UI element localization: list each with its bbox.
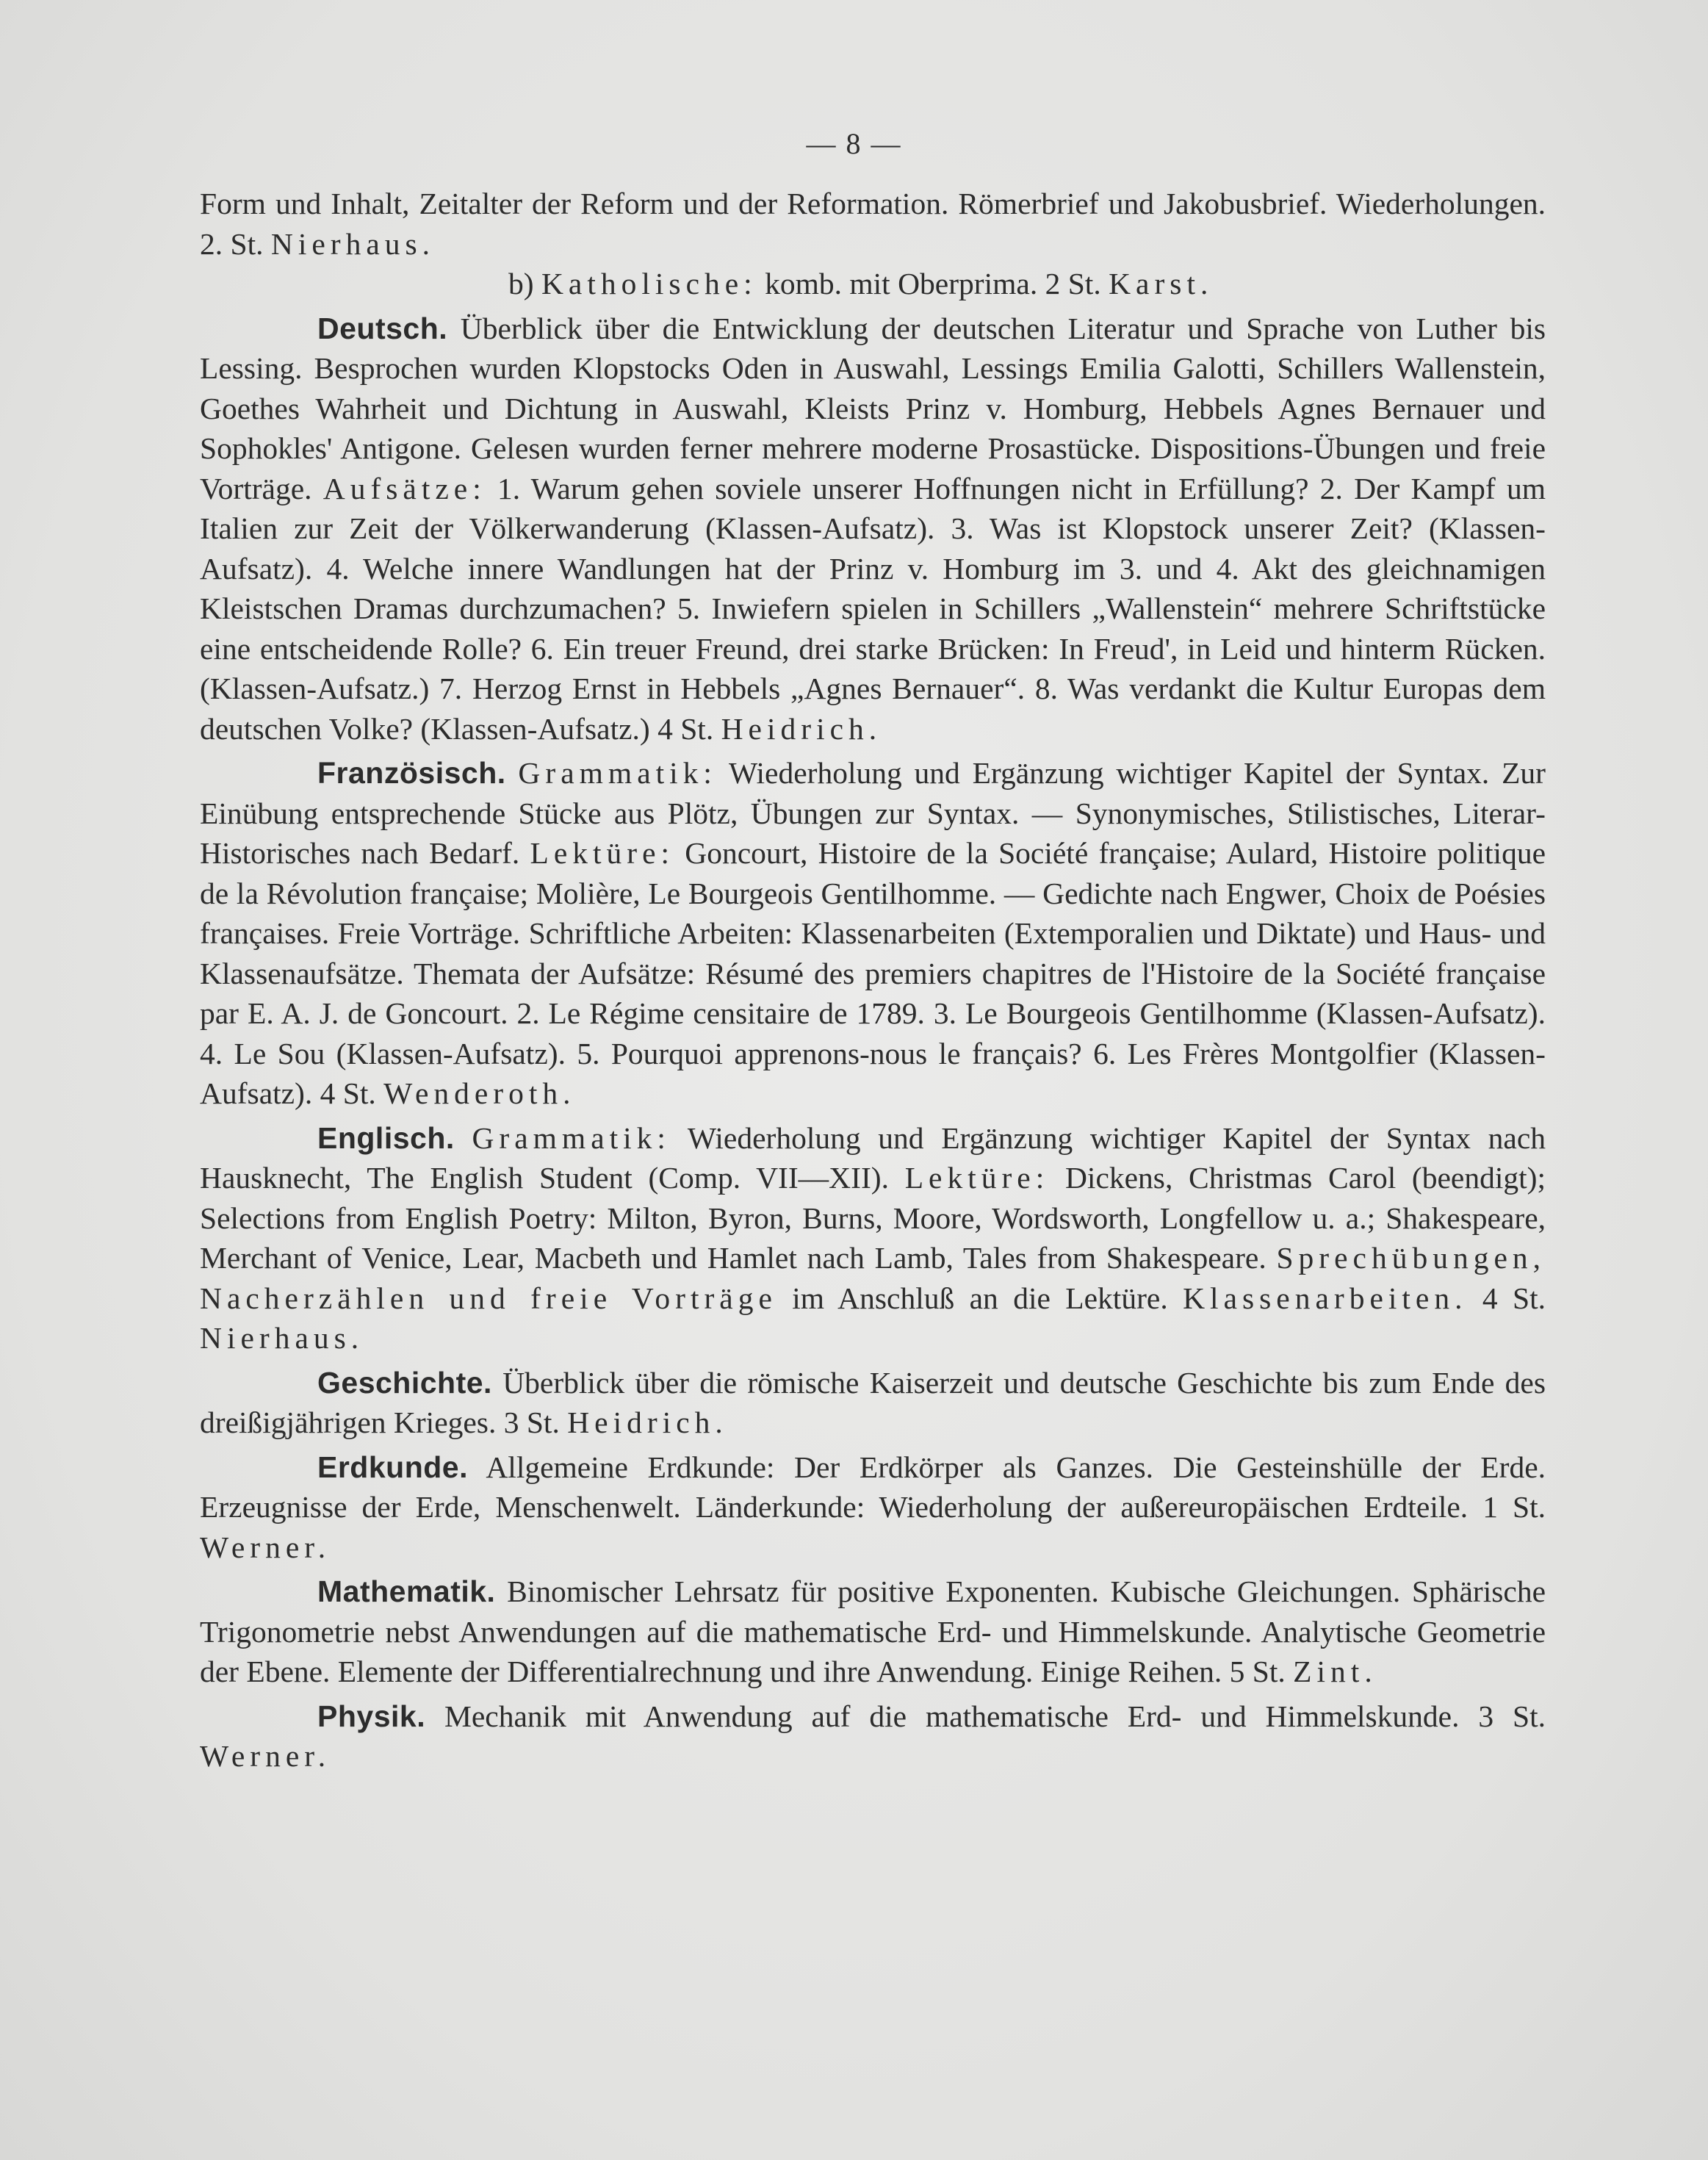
mathematik-heading: Mathematik. (317, 1574, 496, 1608)
section-geschichte (200, 1363, 1546, 1443)
religion-text: Form und Inhalt, Zeitalter der Reform und der Reformation. Römerbrief und Jakobusbrief. Wiederholungen. 2. St. (200, 187, 1546, 261)
englisch-text-1: Wiederholung und Ergänzung wichtiger Kapitel der Syntax nach Hausknecht, The English Student (Comp. VII—XII). (200, 1120, 1546, 1195)
section-deutsch (200, 309, 1546, 749)
englisch-grammatik-label: Grammatik: (472, 1120, 671, 1155)
erdkunde-heading: Erdkunde. (317, 1450, 468, 1484)
deutsch-aufsaetze-label: Aufsätze: (322, 471, 486, 505)
religion-catholic (200, 264, 1546, 304)
geschichte-teacher: Heidrich. (567, 1405, 728, 1439)
deutsch-text-2: 1. Warum gehen soviele unserer Hoffnungen nicht in Erfüllung? 2. Der Kampf um Italien zur Zeit der Völkerwanderung (Klassen-Aufsatz). 3. Was ist Klopstock unserer Zeit? (Klassen-Aufsatz). 4. Welche innere Wandlungen hat der Prinz v. Homburg im 3. und 4. Akt des gleichnamigen Kleistschen Dramas durchzumachen? 5. Inwiefern spielen in Schillers „Wallenstein“ mehrere Schriftstücke eine entscheidende Rolle? 6. Ein treuer Freund, drei starke Brücken: In Freud', in Leid und hinterm Rücken. (Klassen-Aufsatz.) 7. Herzog Ernst in Hebbels „Agnes Bernauer“. 8. Was verdankt die Kultur Europas dem deutschen Volke? (Klassen-Aufsatz.) 4 St. (200, 471, 1546, 746)
geschichte-heading: Geschichte. (317, 1365, 492, 1400)
mathematik-teacher: Zint. (1293, 1655, 1377, 1688)
franzoesisch-text-1: Wiederholung und Ergänzung wichtiger Kapitel der Syntax. Zur Einübung entsprechende Stücke aus Plötz, Übungen zur Syntax. — Synonymisches, Stilistisches, Literar-Historisches nach Bedarf. (200, 756, 1546, 870)
section-physik (200, 1696, 1546, 1776)
franzoesisch-heading: Französisch. (317, 756, 506, 790)
englisch-text-4: 4 St. (1467, 1281, 1546, 1315)
physik-text: Mechanik mit Anwendung auf die mathematische Erd- und Himmelskunde. 3 St. (425, 1699, 1546, 1733)
franzoesisch-text-2: Goncourt, Histoire de la Société française; Aulard, Histoire politique de la Révolution française; Molière, Le Bourgeois Gentilhomme. — Gedichte nach Engwer, Choix de Poésies françaises. Freie Vorträge. Schriftliche Arbeiten: Klassenarbeiten (Extemporalien und Diktate) und Haus- und Klassenaufsätze. Themata der Aufsätze: Résumé des premiers chapitres de l'Histoire de la Société française par E. A. J. de Goncourt. 2. Le Régime censitaire de 1789. 3. Le Bourgeois Gentilhomme (Klassen-Aufsatz). 4. Le Sou (Klassen-Aufsatz). 5. Pourquoi apprenons-nous le français? 6. Les Frères Montgolfier (Klassen-Aufsatz). 4 St. (200, 836, 1546, 1110)
section-franzoesisch (200, 753, 1546, 1114)
franzoesisch-lektuere-label: Lektüre: (530, 836, 675, 870)
mathematik-text: Binomischer Lehrsatz für positive Exponenten. Kubische Gleichungen. Sphärische Trigonometrie nebst Anwendungen auf die mathematische Erd- und Himmelskunde. Analytische Geometrie der Ebene. Elemente der Differentialrechnung und ihre Anwendung. Einige Reihen. 5 St. (200, 1574, 1546, 1688)
englisch-heading: Englisch. (317, 1120, 455, 1155)
page-number: — 8 — (806, 127, 902, 160)
catholic-text: komb. mit Oberprima. 2 St. (757, 267, 1109, 300)
englisch-text-3: im Anschluß an die Lektüre. (776, 1281, 1183, 1315)
erdkunde-text: Allgemeine Erdkunde: Der Erdkörper als Ganzes. Die Gesteinshülle der Erde. Erzeugnisse der Erde, Menschenwelt. Länderkunde: Wiederholung der außereuropäischen Erdteile. 1 St. (200, 1450, 1546, 1524)
franzoesisch-grammatik-label: Grammatik: (518, 756, 717, 790)
englisch-teacher: Nierhaus. (200, 1321, 364, 1355)
section-erdkunde (200, 1447, 1546, 1568)
deutsch-heading: Deutsch. (317, 311, 448, 345)
deutsch-text-1: Überblick über die Entwicklung der deutschen Literatur und Sprache von Luther bis Lessing. Besprochen wurden Klopstocks Oden in Auswahl, Lessings Emilia Galotti, Schillers Wallenstein, Goethes Wahrheit und Dichtung in Auswahl, Kleists Prinz v. Homburg, Hebbels Agnes Bernauer und Sophokles' Antigone. Gelesen wurden ferner mehrere moderne Prosastücke. Dispositions-Übungen und freie Vorträge. (200, 311, 1546, 505)
physik-teacher: Werner. (200, 1739, 331, 1773)
religion-teacher: Nierhaus. (270, 226, 436, 261)
franzoesisch-teacher: Wenderoth. (383, 1076, 576, 1110)
physik-heading: Physik. (317, 1699, 426, 1733)
deutsch-teacher: Heidrich. (721, 711, 882, 746)
englisch-text-2: Dickens, Christmas Carol (beendigt); Selections from English Poetry: Milton, Byron, Burns, Moore, Wordsworth, Longfellow u. a.; Shakespeare, Merchant of Venice, Lear, Macbeth und Hamlet nach Lamb, Tales from Shakespeare. (200, 1161, 1546, 1275)
section-mathematik (200, 1572, 1546, 1692)
englisch-klassen-label: Klassenarbeiten. (1183, 1281, 1468, 1315)
catholic-teacher: Karst. (1109, 267, 1214, 300)
text-column (200, 184, 1546, 1776)
englisch-lektuere-label: Lektüre: (904, 1161, 1050, 1195)
catholic-label: Katholische: (541, 267, 757, 300)
catholic-prefix: b) (508, 267, 541, 300)
erdkunde-teacher: Werner. (200, 1530, 331, 1564)
religion-continuation (200, 184, 1546, 264)
englisch-sprech-label: Sprechübungen, Nacherzählen und freie Vorträge (200, 1241, 1546, 1315)
geschichte-text: Überblick über die römische Kaiserzeit und deutsche Geschichte bis zum Ende des dreißigjährigen Krieges. 3 St. (200, 1365, 1546, 1439)
section-englisch (200, 1118, 1546, 1358)
